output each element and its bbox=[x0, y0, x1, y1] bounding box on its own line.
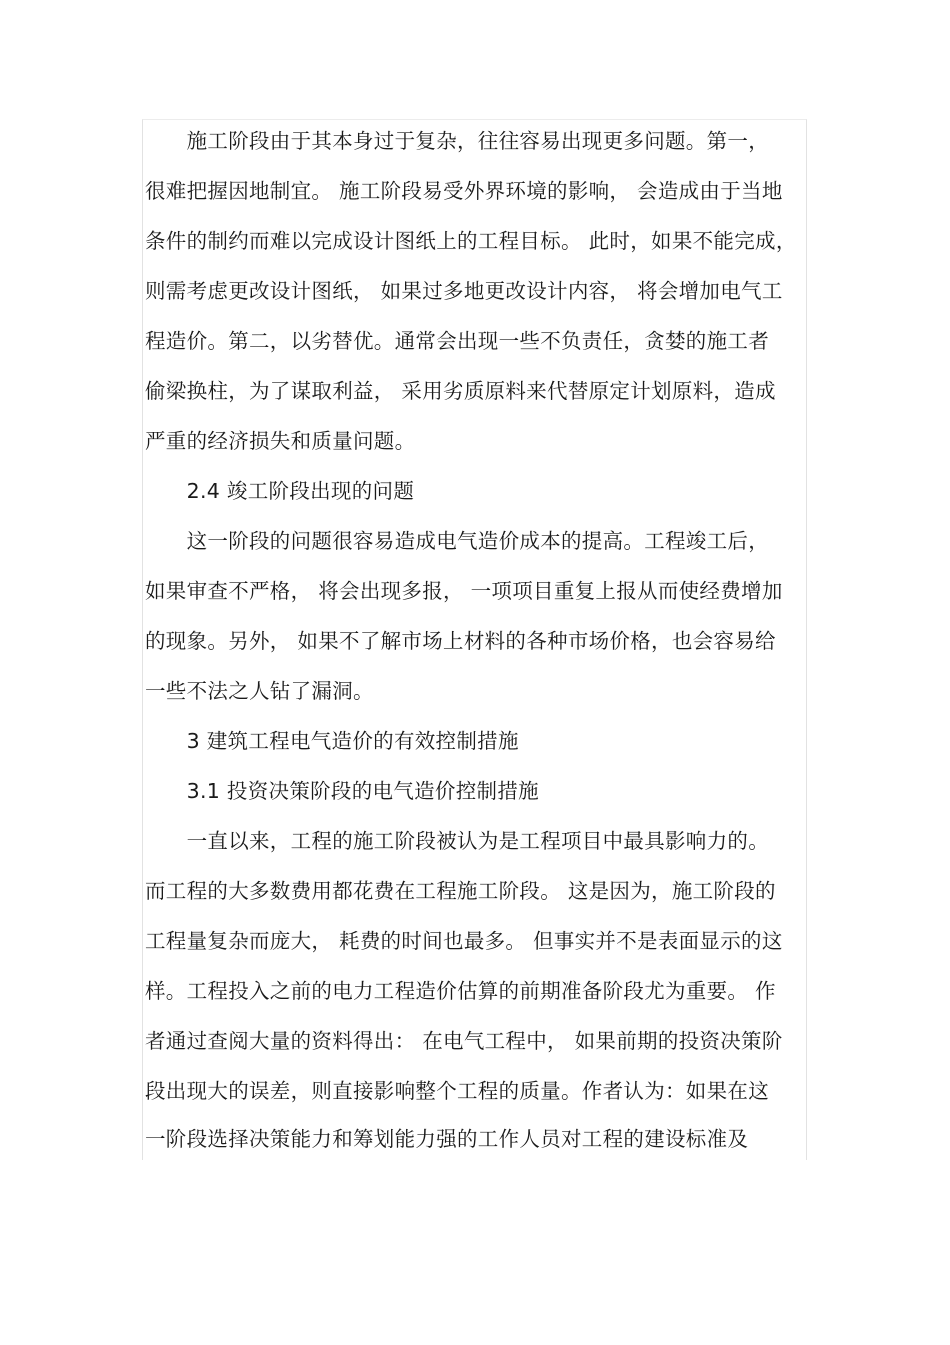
text-line: 一阶段选择决策能力和筹划能力强的工作人员对工程的建设标准及 bbox=[145, 1127, 749, 1151]
text-line: 样。工程投入之前的电力工程造价估算的前期准备阶段尤为重要。 作 bbox=[145, 979, 776, 1003]
text-line: 如果审查不严格， 将会出现多报， 一项项目重复上报从而使经费增加 bbox=[145, 579, 783, 603]
text-line: 工程量复杂而庞大， 耗费的时间也最多。 但事实并不是表面显示的这 bbox=[145, 929, 783, 953]
text-line: 而工程的大多数费用都花费在工程施工阶段。 这是因为，施工阶段的 bbox=[145, 879, 776, 903]
text-line: 偷梁换柱，为了谋取利益， 采用劣质原料来代替原定计划原料，造成 bbox=[145, 379, 776, 403]
text-line: 则需考虑更改设计图纸， 如果过多地更改设计内容， 将会增加电气工 bbox=[145, 279, 783, 303]
text-line: 很难把握因地制宜。 施工阶段易受外界环境的影响， 会造成由于当地 bbox=[145, 179, 783, 203]
text-line: 一些不法之人钻了漏洞。 bbox=[145, 679, 374, 703]
section-heading: 2.4 竣工阶段出现的问题 bbox=[145, 479, 415, 503]
text-line: 者通过查阅大量的资料得出： 在电气工程中， 如果前期的投资决策阶 bbox=[145, 1029, 783, 1053]
text-line: 这一阶段的问题很容易造成电气造价成本的提高。工程竣工后， bbox=[145, 529, 769, 553]
text-line: 条件的制约而难以完成设计图纸上的工程目标。 此时，如果不能完成， bbox=[145, 229, 797, 253]
text-line: 的现象。另外， 如果不了解市场上材料的各种市场价格，也会容易给 bbox=[145, 629, 776, 653]
text-line: 严重的经济损失和质量问题。 bbox=[145, 429, 416, 453]
text-line: 施工阶段由于其本身过于复杂，往往容易出现更多问题。第一， bbox=[145, 129, 769, 153]
section-heading: 3.1 投资决策阶段的电气造价控制措施 bbox=[145, 779, 539, 803]
text-line: 一直以来，工程的施工阶段被认为是工程项目中最具影响力的。 bbox=[145, 829, 769, 853]
text-line: 程造价。第二，以劣替优。通常会出现一些不负责任，贪婪的施工者 bbox=[145, 329, 769, 353]
section-heading: 3 建筑工程电气造价的有效控制措施 bbox=[145, 729, 519, 753]
text-line: 段出现大的误差，则直接影响整个工程的质量。作者认为：如果在这 bbox=[145, 1079, 769, 1103]
